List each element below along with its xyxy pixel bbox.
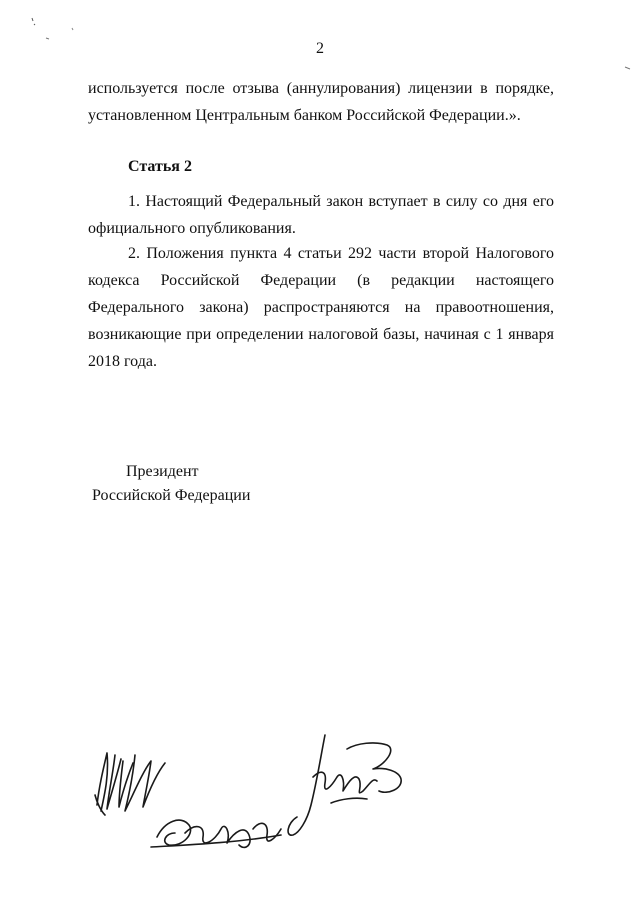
continuation-line-1: используется после отзыва (аннулирования) лицензии в порядке, — [88, 80, 554, 97]
signatory-title: Президент — [126, 463, 199, 480]
continuation-paragraph — [88, 75, 554, 129]
page-number: 2 — [316, 40, 324, 57]
article-item-2: 2. Положения пункта 4 статьи 292 части второй Налогового кодекса Российской Федерации (в редакции настоящего Федерального закона) распространяются на правоотношения, возникающие при определении налоговой базы, начиная с 1 января 2018 года. — [88, 245, 554, 370]
scan-mark-right — [624, 64, 632, 72]
article-heading: Статья 2 — [128, 158, 192, 175]
article-item-1: 1. Настоящий Федеральный закон вступает в силу со дня его официального опубликования. — [88, 193, 554, 237]
handwritten-signature — [85, 725, 415, 875]
signatory-country: Российской Федерации — [92, 487, 251, 504]
continuation-line-2: установленном Центральным банком Российской Федерации.». — [88, 107, 521, 124]
